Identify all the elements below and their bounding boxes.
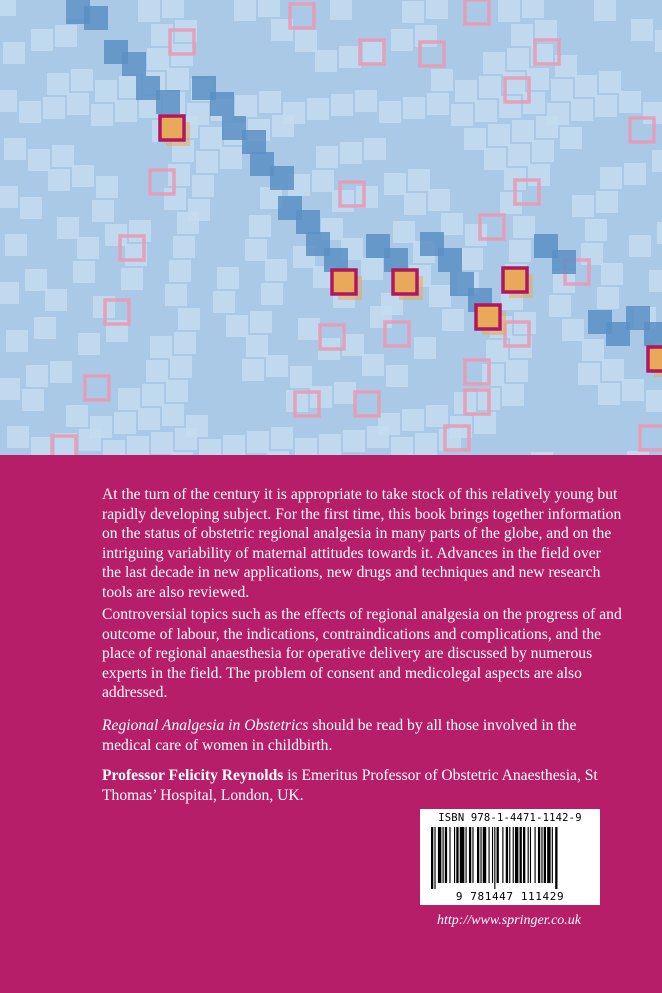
cover-pattern [0, 0, 662, 455]
description-paragraph-2: Controversial topics such as the effects of regional analgesia on the progress of and outcome of labour, the indications, contraindications and complications, and the place of regional anaesthesia for operative delivery are discussed by numerous experts in the field. The problem of consent and medicolegal aspects are also addressed. [102, 606, 622, 702]
barcode-bars [427, 827, 593, 889]
description-paragraph-3 [102, 716, 622, 755]
isbn-barcode [420, 809, 600, 905]
square-pattern-graphic [0, 0, 662, 455]
recommendation-text: should be read by all those involved in the medical care of women in childbirth. [102, 717, 577, 754]
author-bio [102, 766, 622, 805]
description-paragraph-1: At the turn of the century it is appropriate to take stock of this relatively young but rapidly developing subject. For the first time, this book brings together information on the status of obstetric regional analgesia in many parts of the globe, and on the intriguing variability of maternal attitudes towards it. Advances in the field over the last decade in new applications, new drugs and techniques and new research tools are also reviewed. [102, 486, 622, 601]
author-name: Professor Felicity Reynolds [102, 767, 284, 784]
author-description: is Emeritus Professor of Obstetric Anaesthesia, St Thomas’ Hospital, London, UK. [102, 767, 598, 804]
publisher-url[interactable]: http://www.springer.co.uk [437, 913, 582, 928]
isbn-label: ISBN 978-1-4471-1142-9 [438, 812, 582, 824]
barcode-digits: 9 781447 111429 [455, 890, 565, 903]
book-title: Regional Analgesia in Obstetrics [102, 717, 309, 734]
